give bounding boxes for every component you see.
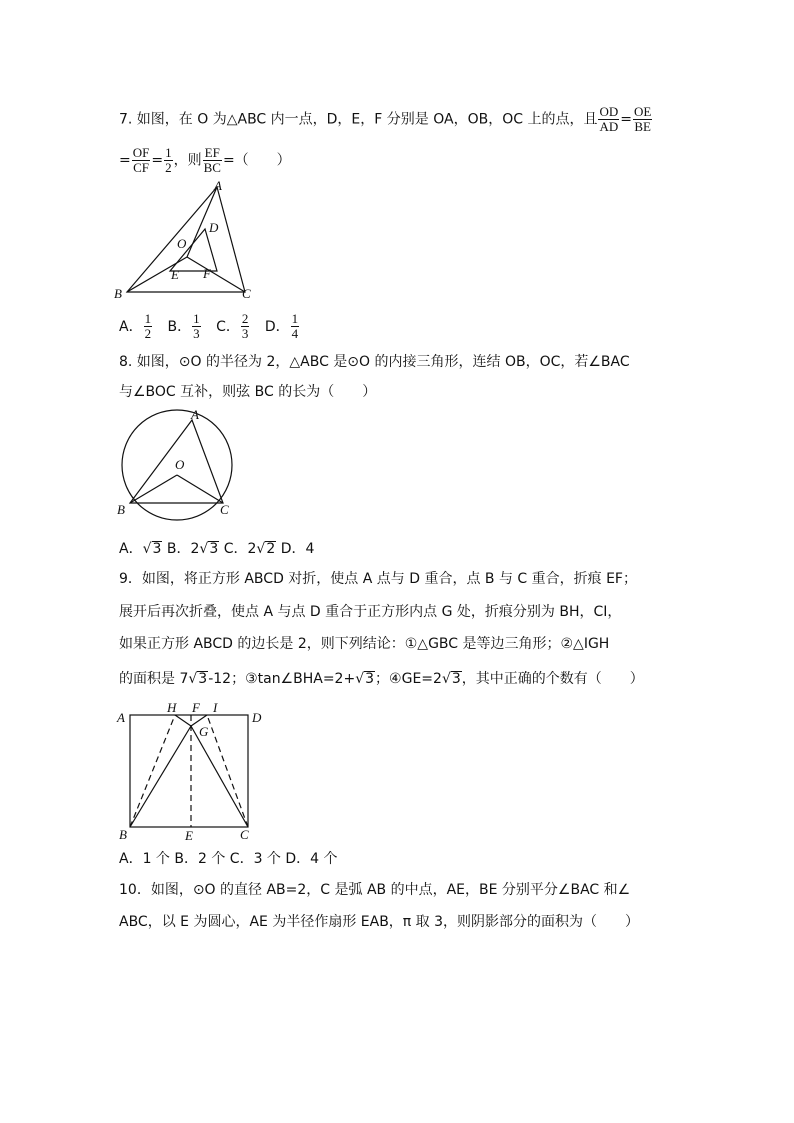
q9-label-g: G [199, 724, 209, 739]
q8-option-b[interactable]: B．2√3 [166, 541, 219, 557]
q7-fraction-ef-bc: $\frac{EF}{BC}$ [203, 145, 221, 175]
q7-label-f: F [203, 266, 211, 281]
q8-label-a: A [191, 407, 199, 422]
q9-label-b: B [119, 827, 127, 842]
q10-line-1: 10．如图，⊙O 的直径 AB=2，C 是弧 AB 的中点，AE，BE 分别平分∠BAC 和∠ [119, 882, 631, 898]
q7-option-d[interactable]: D． $\frac{1}{4}$ [264, 311, 299, 341]
q8-circle-figure [112, 405, 242, 525]
q7-option-a[interactable]: A． $\frac{1}{2}$ [119, 311, 152, 341]
q7-options [119, 311, 300, 341]
q7-label-a: A [214, 178, 222, 193]
q7-text-1: 7. 如图，在 O 为△ABC 内一点，D，E，F 分别是 OA，OB，OC 上的点，且 [119, 111, 598, 128]
q9-label-a: A [117, 710, 125, 725]
q8-option-a[interactable]: A．√3 [119, 541, 162, 557]
q7-segment-oc [187, 257, 245, 292]
q7-label-d: D [209, 220, 219, 235]
q8-label-b: B [117, 502, 125, 517]
q8-label-c: C [220, 502, 229, 517]
q7-line-1: 7. 如图，在 O 为△ABC 内一点，D，E，F 分别是 OA，OB，OC 上的点，且 $\frac{OD}{AD}$ = $\frac{OE}{BE}$ [119, 104, 652, 134]
q8-options [119, 537, 314, 561]
q9-label-c: C [240, 827, 249, 842]
q9-segment-hg [175, 715, 191, 726]
q7-label-b: B [114, 286, 122, 301]
q9-label-f: F [192, 700, 200, 715]
q9-segment-bg [130, 726, 191, 827]
q9-line-1: 9．如图，将正方形 ABCD 对折，使点 A 点与 D 重合，点 B 与 C 重合，折痕 EF； [119, 571, 637, 587]
q7-option-b[interactable]: B． $\frac{1}{3}$ [167, 311, 200, 341]
q8-segment-oc [177, 475, 223, 503]
q9-fold-ci [207, 715, 248, 827]
q9-fold-bh [130, 715, 175, 827]
q9-options: A．1 个 B．2 个 C．3 个 D．4 个 [119, 851, 338, 867]
q9-line-4: 的面积是 7√3-12；③tan∠BHA=2+√3；④GE=2√3，其中正确的个数有（ ） [119, 671, 644, 687]
q8-segment-ob [130, 475, 177, 503]
q8-label-o: O [175, 457, 185, 472]
q9-label-i: I [213, 700, 218, 715]
q10-line-2: ABC，以 E 为圆心，AE 为半径作扇形 EAB，π 取 3，则阴影部分的面积为（ ） [119, 914, 640, 930]
q9-label-e: E [185, 828, 193, 843]
q9-label-d: D [252, 710, 262, 725]
q9-square-abcd [130, 715, 248, 827]
q9-line-3: 如果正方形 ABCD 的边长是 2，则下列结论：①△GBC 是等边三角形；②△IGH [119, 636, 610, 652]
q8-option-d[interactable]: D．4 [280, 541, 315, 557]
q8-line-1: 8. 如图，⊙O 的半径为 2，△ABC 是⊙O 的内接三角形，连结 OB，OC，若∠BAC [119, 354, 630, 370]
q9-square-figure [116, 700, 266, 844]
q8-line-2: 与∠BOC 互补，则弦 BC 的长为（ ） [119, 384, 377, 400]
q7-label-c: C [242, 286, 251, 301]
q7-label-o: O [177, 236, 187, 251]
q7-label-e: E [171, 267, 179, 282]
q9-label-h: H [167, 700, 177, 715]
q7-fraction-oe-be: $\frac{OE}{BE}$ [633, 104, 652, 134]
q7-fraction-of-cf: $\frac{OF}{CF}$ [132, 145, 150, 175]
q7-fraction-od-ad: $\frac{OD}{AD}$ [599, 104, 619, 134]
q8-option-c[interactable]: C．2√2 [223, 541, 276, 557]
q7-line-2: = $\frac{OF}{CF}$ = $\frac{1}{2}$ ，则 $\frac{EF}{BC}$ =（ ） [119, 145, 291, 175]
q7-fraction-half: $\frac{1}{2}$ [165, 145, 172, 175]
q7-triangle-figure [112, 178, 262, 302]
q9-segment-cg [191, 726, 248, 827]
q7-option-c[interactable]: C． $\frac{2}{3}$ [216, 311, 249, 341]
q9-line-2: 展开后再次折叠，使点 A 与点 D 重合于正方形内点 G 处，折痕分别为 BH，CI， [119, 604, 622, 620]
